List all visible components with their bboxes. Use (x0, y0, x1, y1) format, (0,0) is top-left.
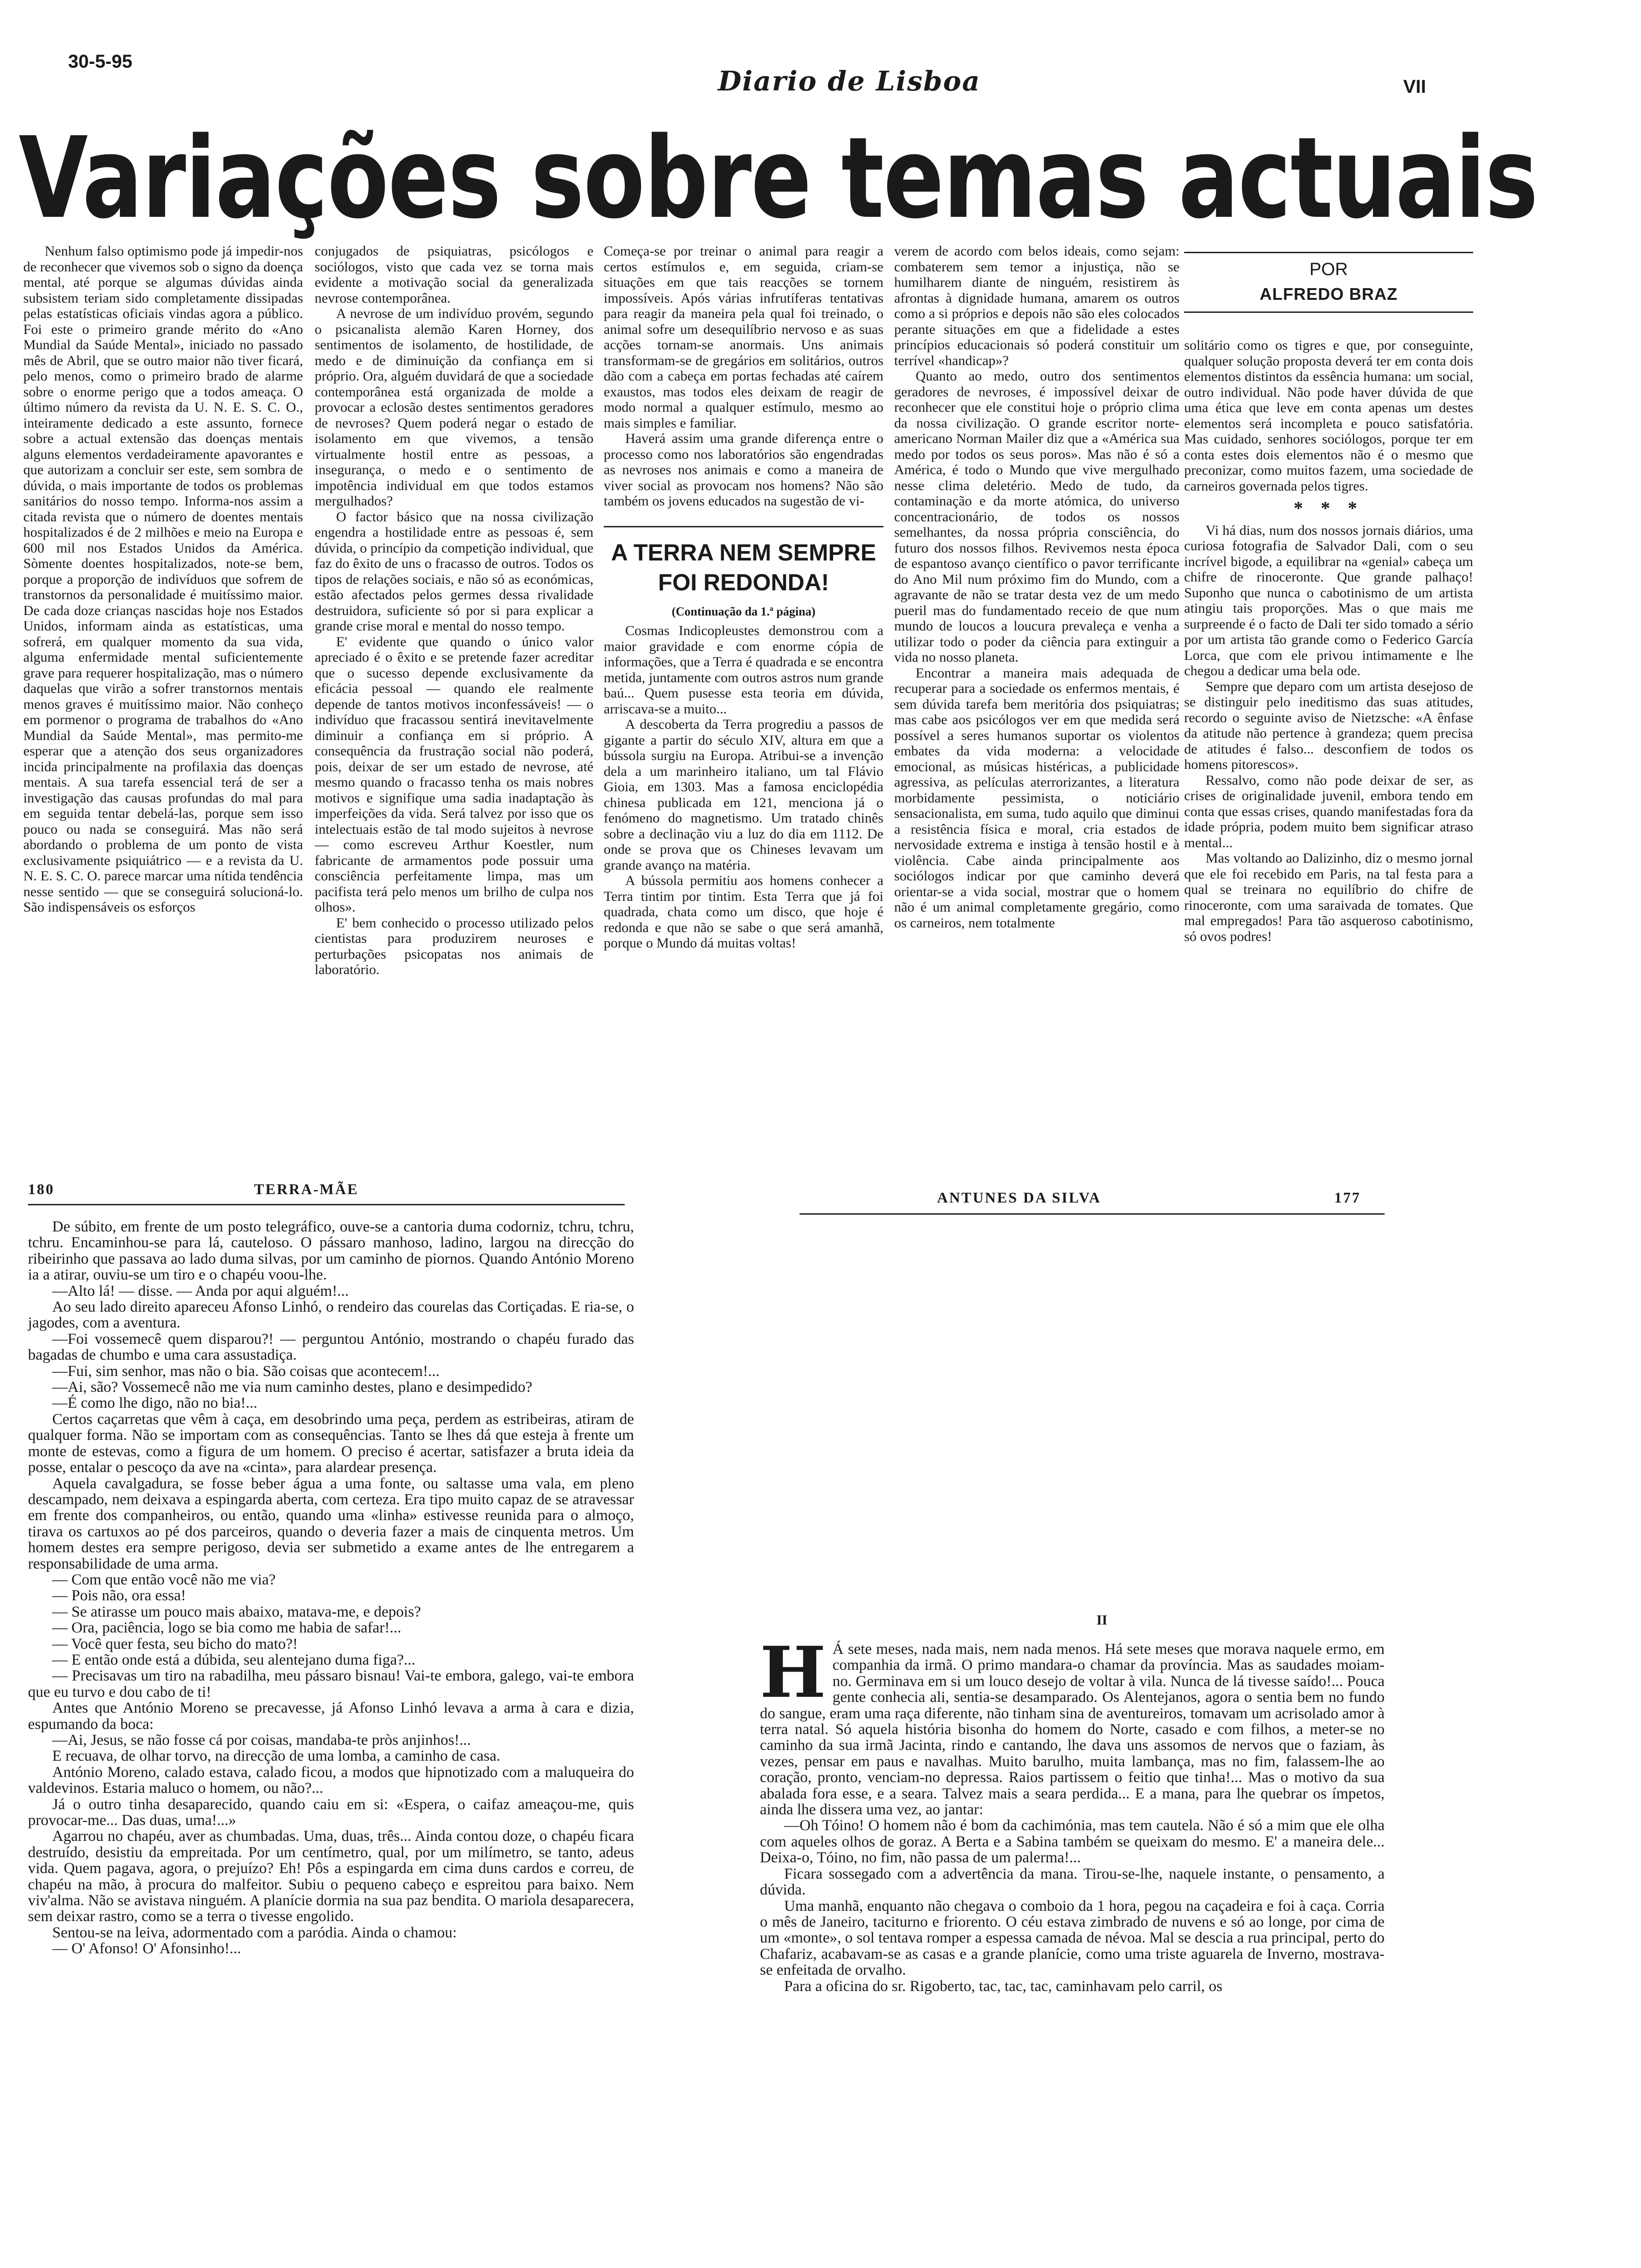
section-stars: * * * (1294, 498, 1364, 519)
paragraph: —É como lhe digo, não no bia!... (52, 1395, 257, 1412)
paragraph: Começa-se por treinar o animal para reagir a certos estímulos e, em seguida, criam-se situações em que tais reacções se tornem impossíveis. Após várias infrutíferas tentativas para reagir da maneira pela qual foi treinado, o animal sofre um desequilíbrio nervoso e as suas acções tornam-se anormais. Uns animais transformam-se de gregários em solitários, outros dão com a cabeça em portas fechadas até caírem exaustos, mas todos eles deixam de reagir de modo normal a qualquer estímulo, mesmo ao mais simples e familiar. (604, 243, 883, 431)
paragraph: Uma manhã, enquanto não chegava o comboio da 1 hora, pegou na caçadeira e foi à caça. Corria o mês de Janeiro, taciturno e friorento. O céu estava zimbrado de nuvens e só ao longe, por cima de um «monte», o sol tentava romper a espessa camada de névoa. Mal se descia a rua principal, perto do Chafariz, acabavam-se as casas e a grande planície, como uma triste aguarela de Inverno, mostrava-se enfeitada de orvalho. (760, 1897, 1385, 1979)
chapter-opening (760, 1632, 1385, 1819)
paragraph: Certos caçarretas que vêm à caça, em desobrindo uma peça, perdem as estribeiras, atiram de qualquer forma. Não se importam com as consequências. Tanto se lhes dá que esteja à frente um monte de estevas, como a figura de um homem. O preciso é acertar, satisfazer a bruta ideia da posse, entalar o pescoço da ave na «cinta», para alardear presença. (28, 1411, 634, 1476)
paragraph: — Com que então você não me via? (52, 1571, 276, 1588)
paragraph: E recuava, de olhar torvo, na direcção de uma lomba, a caminho de casa. (52, 1748, 501, 1765)
paragraph: Ao seu lado direito apareceu Afonso Linhó, o rendeiro das courelas das Cortiçadas. E ria-se, o jagodes, com a aventura. (28, 1299, 634, 1332)
paragraph: conjugados de psiquiatras, psicólogos e sociólogos, visto que cada vez se torna mais evidente a motivação social da generalizada nevrose contemporânea. (315, 243, 593, 306)
paragraph: António Moreno, calado estava, calado ficou, a modos que hipnotizado com a maluqueira do valdevinos. Estaria maluco o homem, ou não?... (28, 1763, 634, 1797)
article-column-4 (894, 243, 1179, 931)
paragraph: —Oh Tóino! O homem não é bom da cachimónia, mas tem cautela. Não é só a mim que ele olha com aqueles olhos de goraz. A Berta e a Sabina também se queixam do mesmo. E' a maneira dele... Deixa-o, Tóino, no fim, não passa de um palerma!... (760, 1817, 1385, 1867)
paragraph: Sempre que deparo com um artista desejoso de se distinguir pelo ineditismo das suas atitudes, recordo o seguinte aviso de Nietzsche: «A ênfase da atitude não pertence à grandeza; quem precisa de atitudes é falso... desconfiem de todos os homens pitorescos». (1184, 678, 1473, 772)
left-book-header-rule (28, 1204, 625, 1205)
paragraph: A nevrose de um indivíduo provém, segundo o psicanalista alemão Karen Horney, dos sentimentos de isolamento, de hostilidade, de medo e de diminuição da confiança em si próprio. Ora, alguém duvidará de que a sociedade contemporânea está organizada de molde a provocar a eclosão destes sentimentos geradores de nevroses? Quem poderá negar o estado de isolamento em que vivemos, a tensão virtualmente hostil entre as pessoas, a insegurança, o medo e o sentimento de impotência individual em que todos estamos mergulhados? (315, 306, 593, 509)
section-divider (604, 526, 883, 527)
paragraph: O factor básico que na nossa civilização engendra a hostilidade entre as pessoas é, sem dúvida, o princípio da competição individual, que faz do êxito de uns o fracasso de outros. Todos os tipos de relações sociais, e não só as económicas, estão afectados pelos germes dessa rivalidade destruidora, suficiente só por si para explicar a grande crise moral e mental do nosso tempo. (315, 509, 593, 634)
paragraph: solitário como os tigres e que, por conseguinte, qualquer solução proposta deverá ter em conta dois elementos distintos da essência humana: um social, outro individual. Não pode haver dúvida de que uma ética que leve em conta apenas um destes elementos será incompleta e pouco satisfatória. Mas cuidado, senhores sociólogos, porque ter em conta estes dois elementos não é o mesmo que preconizar, como muitos fazem, uma sociedade de carneiros governada pelos tigres. (1184, 338, 1473, 494)
paragraph: E' evidente que quando o único valor apreciado é o êxito e se pretende fazer acreditar que o sucesso depende exclusivamente da eficácia pessoal — quando ele realmente depende de tantos motivos inconfessáveis! — o indivíduo que fracassou sentirá inevitavelmente diminuir a confiança em si próprio. A consequência da frustração social não poderá, pois, deixar de ser um estado de nevrose, até mesmo quando o fracasso tenha os mais nobres motivos e signifique uma sadia inadaptação às imperfeições da vida. Será talvez por isso que os intelectuais estão de tal modo sujeitos à nevrose — como escreveu Arthur Koestler, num fabricante de armamentos pode possuir uma consciência perfeitamente limpa, mas um pacifista terá pelo menos um brilho de culpa nos olhos». (315, 634, 593, 915)
paragraph: —Alto lá! — disse. — Anda por aqui alguém!... (52, 1282, 349, 1300)
left-book-text (28, 1219, 634, 1957)
paragraph: Á sete meses, nada mais, nem nada menos. Há sete meses que morava naquele ermo, em companhia da irmã. O primo mandara-o chamar da província. Mas as saudades moiam-no. Germinava em si um louco desejo de voltar à vila. Nunca de lá tivesse saído!... Pouca gente conhecia ali, sentia-se desamparado. Os Alentejanos, agora o sentia bem no fundo do sangue, eram uma raça diferente, não tinham sina de aventureiros, tomavam um acrisolado amor à terra natal. Só aquela história bisonha do homem do Norte, casado e com filhos, a meter-se no caminho da sua irmã Jacinta, rindo e cantando, lhe dava uns assomos de nervos que o faziam, às vezes, pensar em paus e navalhas. Muito barulho, muita lambança, mas no fim, falassem-lhe ao coração, pronto, venciam-no depressa. Raios partissem o feitio que tinha!... Mas o motivo da sua abalada fora esse, e a seara. Talvez mais a seara perdida... E a mana, para lhe quebrar os ímpetos, ainda lhe dissera uma vez, ao jantar: (760, 1641, 1385, 1819)
paragraph: Ressalvo, como não pode deixar de ser, as crises de originalidade juvenil, embora tendo em conta que essas crises, quando manifestadas fora da idade própria, podem muito bem significar atraso mental... (1184, 772, 1473, 850)
paragraph: A descoberta da Terra progrediu a passos de gigante a partir do século XIV, altura em que a bússola surgiu na Europa. Atribui-se a invenção dela a um marinheiro italiano, um tal Flávio Gioia, em 1303. Mas a famosa enciclopédia chinesa publicada em 121, menciona já o fenómeno do magnetismo. Um tratado chinês sobre a declinação viu a luz do dia em 1112. De onde se prova que os Chineses levavam um grande avanço na matéria. (604, 717, 883, 873)
article-column-1 (23, 243, 303, 915)
article-title: Variações sobre temas actuais (19, 113, 1538, 243)
right-book-header-rule (800, 1213, 1385, 1215)
paragraph: A bússola permitiu aos homens conhecer a Terra tintim por tintim. Esta Terra que já foi quadrada, chata como um disco, que hoje é redonda e que não se sabe o que será amanhã, porque o Mundo dá muitas voltas! (604, 873, 883, 951)
paragraph: Já o outro tinha desaparecido, quando caiu em si: «Espera, o caifaz ameaçou-me, quis provocar-me... Das duas, uma!...» (28, 1796, 634, 1829)
chapter-number: II (1096, 1612, 1108, 1628)
paragraph: —Foi vossemecê quem disparou?! — perguntou António, mostrando o chapéu furado das bagadas de chumbo e uma cara assustadiça. (28, 1330, 634, 1364)
paragraph: Agarrou no chapéu, aver as chumbadas. Uma, duas, três... Ainda contou doze, o chapéu ficara destruído, desistiu da empreitada. Por um centímetro, qual, por um milímetro, se tanto, adeus vida. Quem pagava, agora, o prejuízo? Eh! Pôs a espingarda em cima duns cardos e correu, de chapéu na mão, à procura do malfeitor. Subiu o pequeno cabeço e espreitou para baixo. Nem viv'alma. Não se avistava ninguém. A planície dormia na sua paz bendita. O mariola desaparecera, sem deixar rastro, como se a terra o tivesse engolido. (28, 1828, 634, 1925)
subheading: A TERRA NEM SEMPRE FOI REDONDA! (611, 539, 876, 595)
article-column-5 (1184, 338, 1473, 944)
paragraph: — Ora, paciência, logo se bia como me habia de safar!... (52, 1619, 401, 1637)
paragraph: — Você quer festa, seu bicho do mato?! (52, 1635, 298, 1653)
paragraph: Nenhum falso optimismo pode já impedir-nos de reconhecer que vivemos sob o signo da doença mental, até porque se algumas dúvidas ainda subsistem teriam sido completamente dissipadas pelas estatísticas oficiais vindas agora a público. Foi este o primeiro grande mérito do «Ano Mundial da Saúde Mental», iniciado no passado mês de Abril, que se outro maior não tiver ficará, pelo menos, como o primeiro brado de alarme sobre o enorme perigo que a todos ameaça. O último número da revista da U. N. E. S. C. O., inteiramente dedicado a este assunto, fornece sobre a actual extensão das doenças mentais alguns elementos verdadeiramente apavorantes e que autorizam a concluir ser este, sem sombra de dúvida, o mais importante de todos os problemas sanitários do nosso tempo. Informa-nos assim a citada revista que o número de doentes mentais hospitalizados é de 2 milhões e meio na Europa e 600 mil nos Estados Unidos da América. Sòmente doentes hospitalizados, note-se bem, porque a proporção de indivíduos que sofrem de transtornos da personalidade é muitíssimo maior. De cada doze crianças nascidas hoje nos Estados Unidos, informam ainda as estatísticas, uma sofrerá, em qualquer momento da sua vida, alguma enfermidade mental suficientemente grave para requerer hospitalização, mas o número daquelas que virão a sofrer transtornos mentais menos graves é muitíssimo maior. Não conheço em pormenor o programa de trabalhos do «Ano Mundial da Saúde Mental», mas permito-me esperar que a atenção dos seus organizadores incida principalmente na profilaxia das doenças mentais. A sua tarefa essencial terá de ser a investigação das causas profundas do mal para em seguida tentar debelá-las, porque sem isso pouco ou nada se conseguirá. Mas não será abordando o problema de um ponto de vista exclusivamente psiquiátrico — e a revista da U. N. E. S. C. O. parece marcar uma nítida tendência nesse sentido — que se conseguirá solucioná-lo. São indispensáveis os esforços (23, 243, 303, 915)
paragraph: Cosmas Indicopleustes demonstrou com a maior gravidade e com enorme cópia de informações, que a Terra é quadrada e se encontra metida, juntamente com outros astros num grande baú... Quem pusesse esta teoria em dúvida, arriscava-se a muito... (604, 623, 883, 717)
byline-por: POR (1309, 260, 1348, 279)
paragraph: —Ai, Jesus, se não fosse cá por coisas, mandaba-te pròs anjinhos!... (52, 1732, 471, 1749)
byline-rule-top (1184, 252, 1473, 253)
paragraph: verem de acordo com belos ideais, como sejam: combaterem sem temor a injustiça, não se humilharem diante de ninguém, resistirem às afrontas à dignidade humana, amarem os outros como a si próprios e depois não são eles colocados perante situações em que a fidelidade a estes princípios educacionais só poderá constituir um terrível «handicap»? (894, 243, 1179, 368)
article-column-2 (315, 243, 593, 978)
page-date: 30-5-95 (68, 51, 132, 72)
paragraph: — Precisavas um tiro na rabadilha, meu pássaro bisnau! Vai-te embora, galego, vai-te embora que eu turvo e dou cabo de ti! (28, 1667, 634, 1701)
left-book-running-title: TERRA-MÃE (254, 1181, 359, 1197)
paragraph: De súbito, em frente de um posto telegráfico, ouve-se a cantoria duma codorniz, tchru, tchru, tchru. Encaminhou-se para lá, cauteloso. O pássaro manhoso, ladino, largou na direcção do ribeirinho que passava ao lado duma silvas, por um caminho de piornos. Quando António Moreno ia a atirar, ouviu-se um tiro e o chapéu voou-lhe. (28, 1218, 634, 1284)
paragraph: — E então onde está a dúbida, seu alentejano duma figa?... (52, 1651, 415, 1668)
newspaper-masthead: Diario de Lisboa (718, 65, 981, 97)
page-number: VII (1403, 76, 1426, 97)
paragraph: Quanto ao medo, outro dos sentimentos geradores de nevroses, é impossível deixar de reconhecer que ele constitui hoje o próprio clima da nossa civilização. O grande escritor norte-americano Norman Mailer diz que a «América sua medo por todos os seus poros». Mas não é só a América, é todo o Mundo que vive mergulhado nesse clima deletério. Medo de tudo, da contaminação e da morte atómica, do universo concentracionário, de todos os nossos semelhantes, da nossa própria consciência, do futuro dos nossos filhos. Revivemos nesta época de espantoso avanço científico o pavor terrificante do Ano Mil num próximo fim do Mundo, com a agravante de não se tratar desta vez de um medo pueril mas do fundamentado receio de que num mundo de loucos a loucura prevaleça e venha a utilizar todo o poder da ciência para extinguir a vida no nosso planeta. (894, 368, 1179, 665)
paragraph: Vi há dias, num dos nossos jornais diários, uma curiosa fotografia de Salvador Dali, com o seu incrível bigode, a equilibrar na «genial» cabeça um chifre de rinoceronte. Que grande palhaço! Suponho que nunca o cabotinismo de um artista atingiu tais proporções. Mas o que mais me surpreende é o facto de Dali ter sido tomado a sério por um artista tão grande como o Federico García Lorca, que com ele privou intimamente e lhe chegou a dedicar uma bela ode. (1184, 522, 1473, 678)
left-book-page-number: 180 (28, 1181, 55, 1197)
paragraph: Mas voltando ao Dalizinho, diz o mesmo jornal que ele foi recebido em Paris, na tal festa para a qual se treinara no equilíbrio do chifre de rinoceronte, com uma saraivada de tomates. Que mal empregados! Para tão asqueroso cabotinismo, só ovos podres! (1184, 850, 1473, 944)
paragraph: Haverá assim uma grande diferença entre o processo como nos laboratórios são engendradas as nevroses nos animais e como a maneira de viver social as provocam nos homens? Não são também os jovens educados na sugestão de vi- (604, 431, 883, 509)
byline-rule-bottom (1184, 311, 1473, 313)
paragraph: Para a oficina do sr. Rigoberto, tac, tac, tac, caminhavam pelo carril, os (784, 1978, 1223, 1995)
drop-cap: H (760, 1632, 826, 1714)
paragraph: Ficara sossegado com a advertência da mana. Tirou-se-lhe, naquele instante, o pensamento, a dúvida. (760, 1865, 1385, 1899)
article-column-3 (604, 243, 883, 951)
paragraph: — O' Afonso! O' Afonsinho!... (52, 1940, 241, 1957)
right-book-running-title: ANTUNES DA SILVA (937, 1189, 1102, 1206)
paragraph: — Se atirasse um pouco mais abaixo, matava-me, e depois? (52, 1603, 421, 1620)
paragraph: Aquela cavalgadura, se fosse beber água a uma fonte, ou saltasse uma vala, em pleno descampado, nem deixava a espingarda aberta, com certeza. Era tipo muito capaz de se atravessar em frente dos companheiros, ou então, quando uma «linha» estivesse reunida para o almoço, tirava os cartuxos ao pé dos parceiros, quando o deveria fazer a mais de cinquenta metros. Um homem destes era sempre perigoso, devia ser submetido a exame antes de lhe entregarem a responsabilidade de uma arma. (28, 1475, 634, 1572)
paragraph: Antes que António Moreno se precavesse, já Afonso Linhó levava a arma à cara e dizia, espumando da boca: (28, 1700, 634, 1733)
paragraph: — Pois não, ora essa! (52, 1587, 186, 1604)
right-book-text (760, 1632, 1385, 1995)
right-book-page-number: 177 (1334, 1189, 1361, 1206)
byline (1184, 252, 1473, 313)
paragraph: Encontrar a maneira mais adequada de recuperar para a sociedade os enfermos mentais, é sem dúvida tarefa bem meritória dos psiquiatras; mas cabe aos psicólogos ver em que medida será possível a seres humanos suportar os violentos embates da vida moderna: a velocidade emocional, as músicas histéricas, a publicidade agressiva, as películas aterrorizantes, a literatura morbidamente pessimista, o noticiário sensacionalista, em suma, tudo aquilo que diminui a resistência física e moral, cria estados de nervosidade extrema e instiga à tensão hostil e à violência. Cabe ainda principalmente aos sociólogos indicar por que caminho deverá orientar-se a vida social, mostrar que o homem não é um animal completamente gregário, como os carneiros, nem totalmente (894, 665, 1179, 931)
continuation-note: (Continuação da 1.ª página) (671, 604, 816, 618)
paragraph: —Ai, são? Vossemecê não me via num caminho destes, plano e desimpedido? (52, 1379, 532, 1396)
paragraph: Sentou-se na leiva, adormentado com a paródia. Ainda o chamou: (52, 1924, 457, 1941)
paragraph: —Fui, sim senhor, mas não o bia. São coisas que acontecem!... (52, 1362, 440, 1380)
byline-author: ALFREDO BRAZ (1260, 284, 1398, 304)
paragraph: E' bem conhecido o processo utilizado pelos cientistas para produzirem neuroses e perturbações psicopatas nos animais de laboratório. (315, 915, 593, 977)
